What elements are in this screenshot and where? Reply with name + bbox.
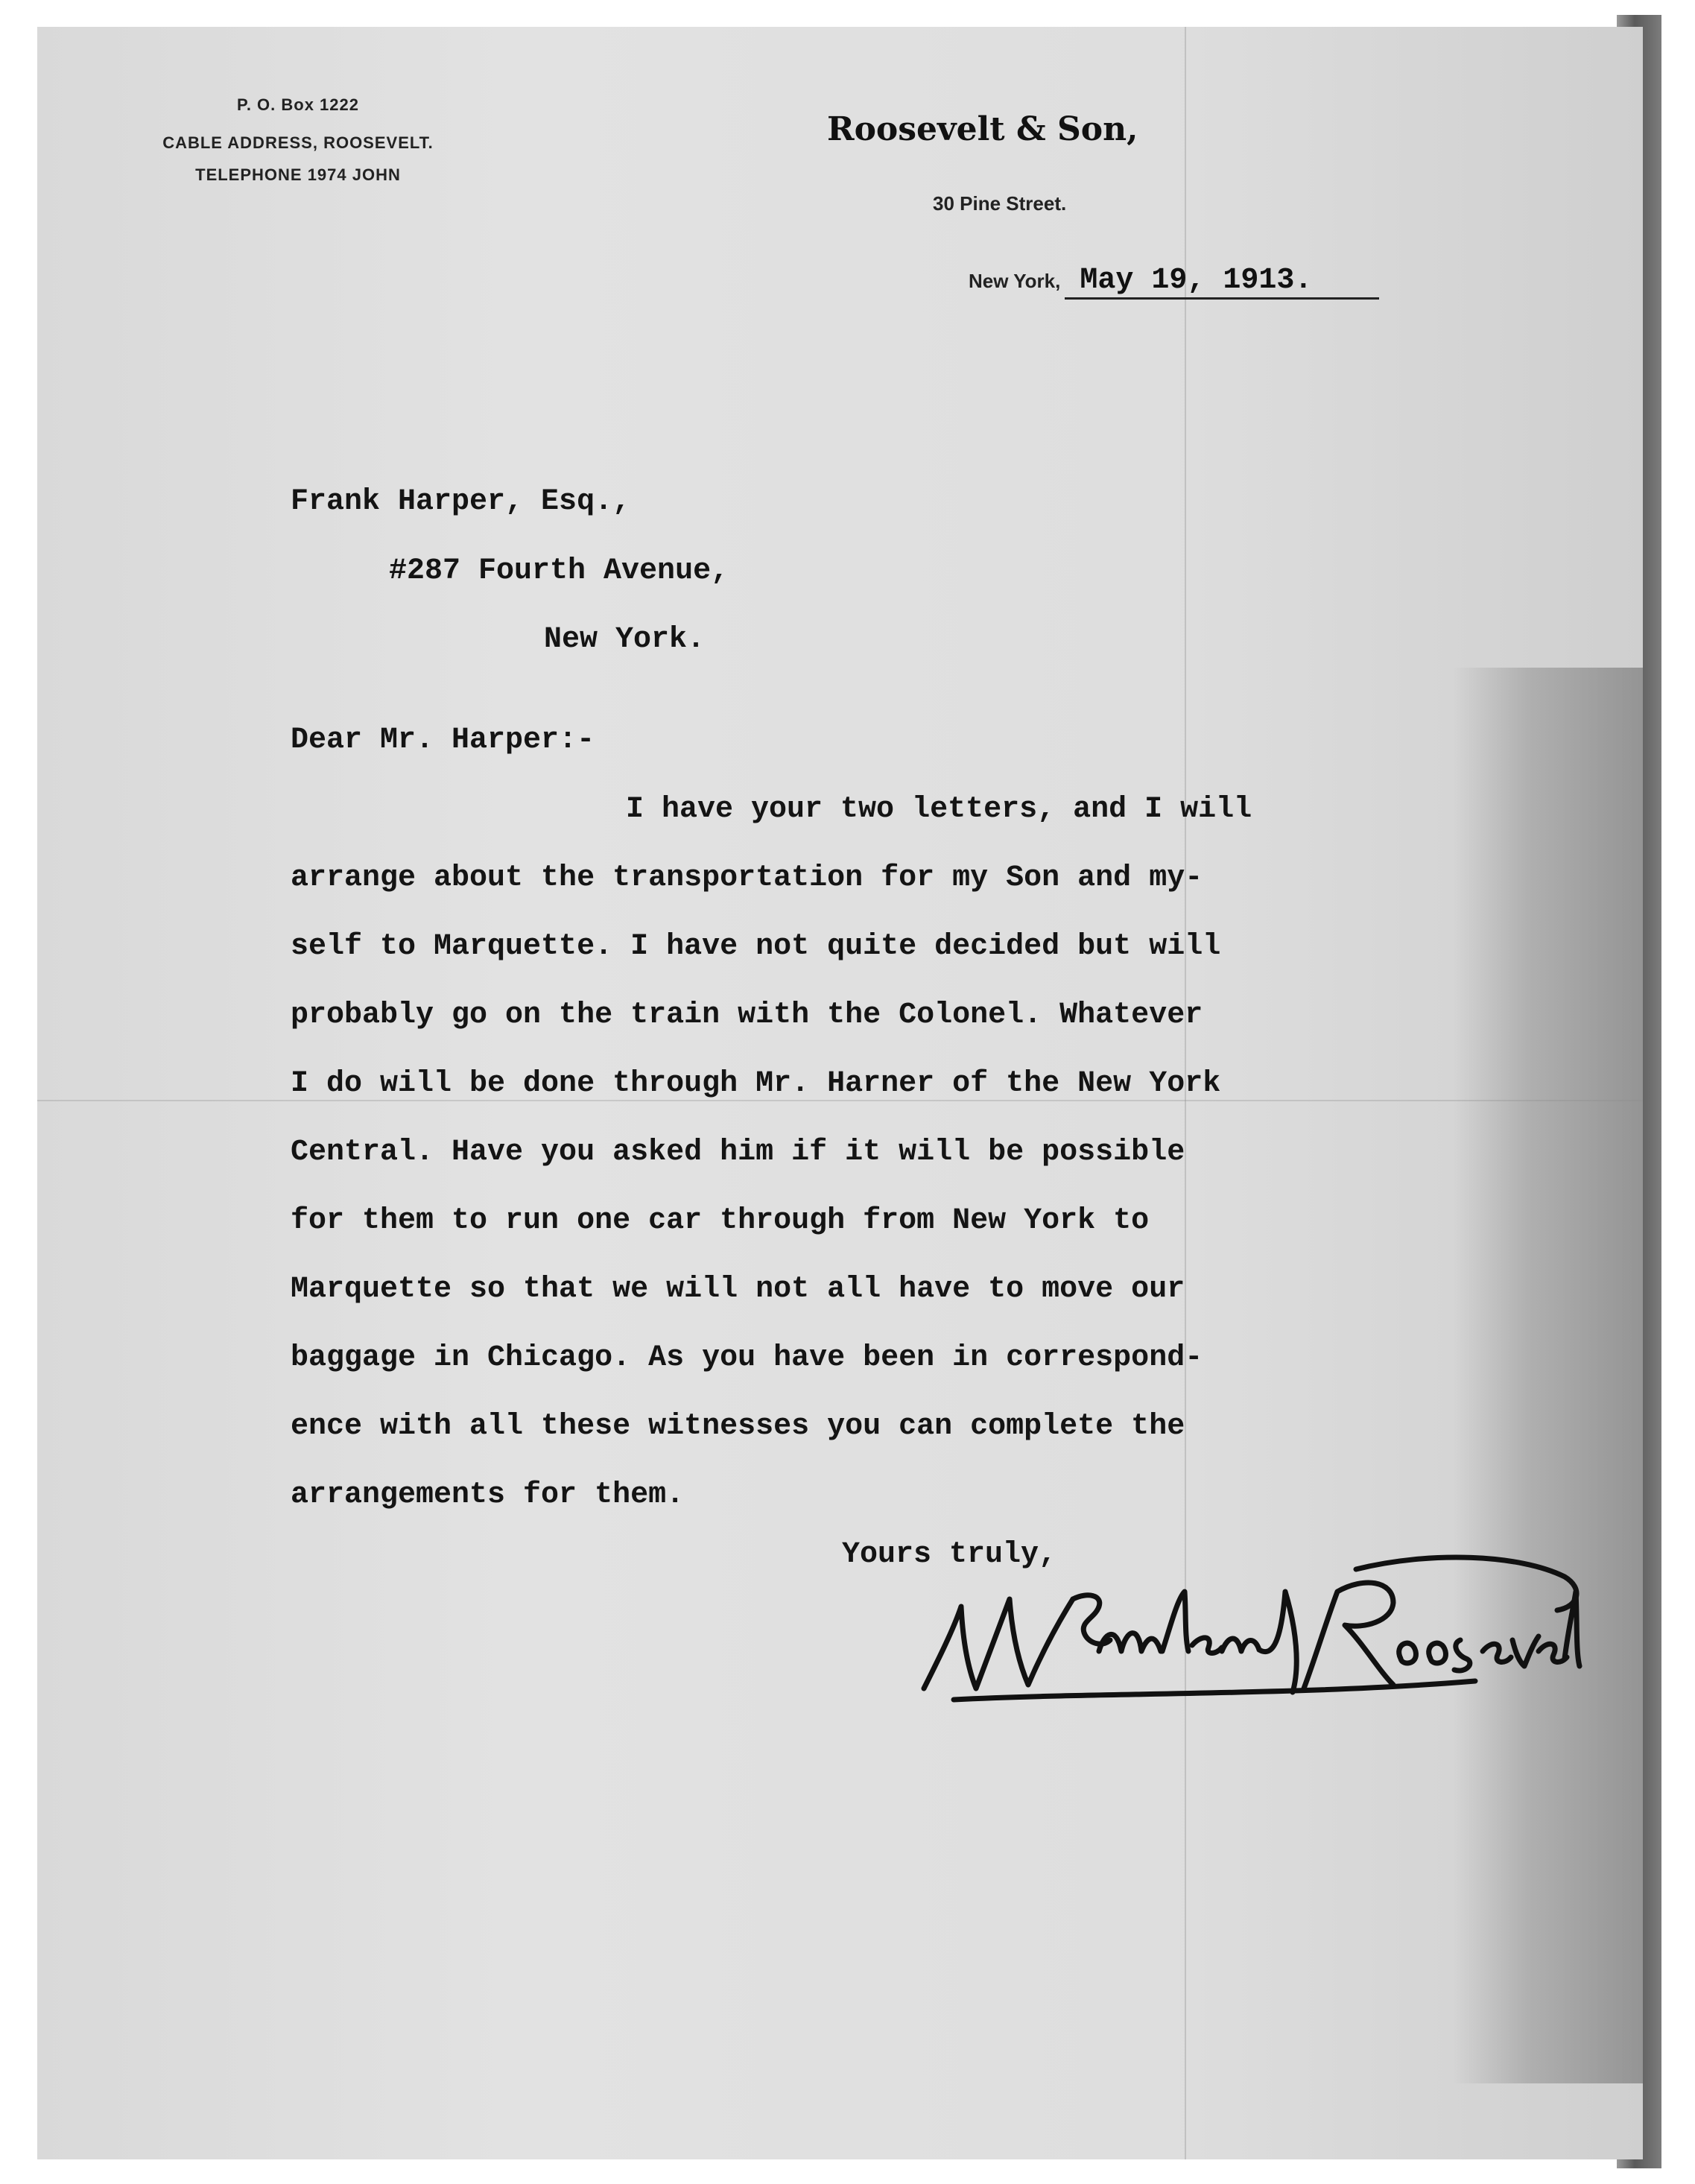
paper-shadow xyxy=(1453,668,1643,2083)
recipient-street: #287 Fourth Avenue, xyxy=(389,554,729,588)
recipient-city: New York. xyxy=(544,623,706,656)
body-line: probably go on the train with the Colonel. Whatever xyxy=(291,998,1203,1032)
telephone: TELEPHONE 1974 JOHN xyxy=(195,165,401,184)
letter-sheet xyxy=(37,27,1643,2159)
body-line: for them to run one car through from New York to xyxy=(291,1204,1150,1238)
body-line: I do will be done through Mr. Harner of the New York xyxy=(291,1067,1221,1101)
body-line: Central. Have you asked him if it will be possible xyxy=(291,1136,1185,1169)
body-line: arrange about the transportation for my Son and my- xyxy=(291,861,1203,895)
body-line: Marquette so that we will not all have to move our xyxy=(291,1273,1185,1306)
date-line xyxy=(969,264,1379,300)
closing: Yours truly, xyxy=(842,1538,1057,1571)
firm-name: Roosevelt & Son, xyxy=(827,110,1138,148)
body-line: baggage in Chicago. As you have been in correspond- xyxy=(291,1341,1203,1375)
firm-street: 30 Pine Street. xyxy=(933,192,1067,215)
body-line: arrangements for them. xyxy=(291,1478,685,1512)
body-line: I have your two letters, and I will xyxy=(626,793,1252,826)
body-line: self to Marquette. I have not quite decided but will xyxy=(291,930,1221,963)
date-value: May 19, 1913. xyxy=(1065,264,1379,300)
po-box: P. O. Box 1222 xyxy=(236,95,359,114)
signature xyxy=(909,1547,1594,1718)
salutation: Dear Mr. Harper:- xyxy=(291,724,595,757)
date-city: New York, xyxy=(969,270,1061,292)
recipient-name: Frank Harper, Esq., xyxy=(291,485,631,519)
body-line: ence with all these witnesses you can complete the xyxy=(291,1410,1185,1443)
cable-address: CABLE ADDRESS, ROOSEVELT. xyxy=(162,133,434,152)
